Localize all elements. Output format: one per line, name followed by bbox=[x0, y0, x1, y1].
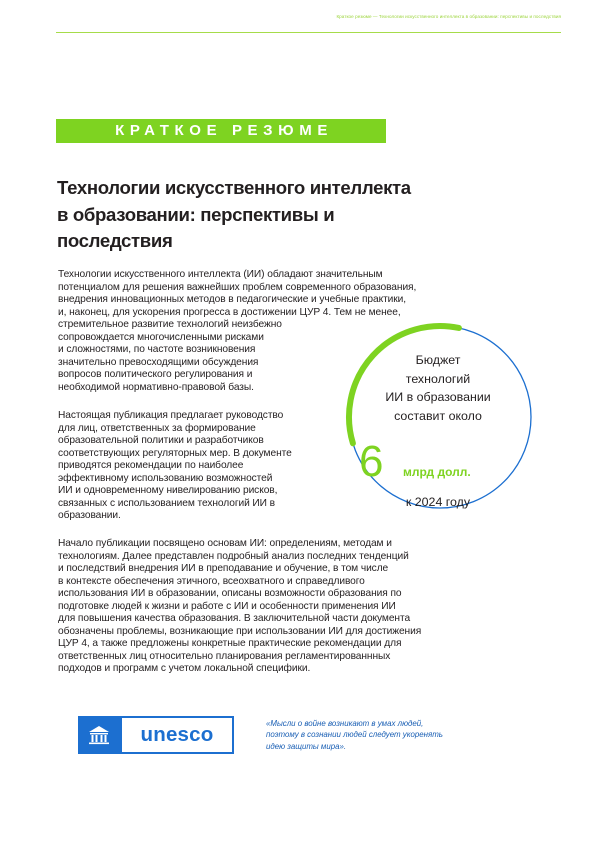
text-line: использования ИИ в образовании, описаны возможности образования по bbox=[58, 588, 402, 599]
temple-icon bbox=[78, 716, 120, 754]
text-line: технологиям. Далее представлен подробный анализ последних тенденций bbox=[58, 550, 409, 562]
title-line: последствия bbox=[57, 230, 173, 251]
callout-line: составит около bbox=[394, 408, 482, 423]
text-line: образовании. bbox=[58, 510, 121, 521]
text-line: соответствующих регуляторных мер. В документе bbox=[58, 447, 292, 459]
text-line: приводятся рекомендации по наиболее bbox=[58, 460, 244, 471]
text-line: вопросов политического регулирования и bbox=[58, 369, 253, 380]
text-line: Начало публикации посвящено основам ИИ: определениям, методам и bbox=[58, 538, 392, 549]
unesco-logo bbox=[78, 716, 234, 754]
callout-unit: млрд долл. bbox=[403, 465, 471, 479]
quote-line: идею защиты мира». bbox=[266, 741, 347, 751]
text-line: и, наконец, для ускорения прогресса в достижении ЦУР 4. Тем не менее, bbox=[58, 306, 401, 318]
running-head: Краткое резюме — Технологии искусственного интеллекта в образовании: перспективы и последствия bbox=[336, 14, 561, 19]
page-title bbox=[57, 175, 457, 255]
text-line: для лиц, ответственных за формирование bbox=[58, 422, 256, 434]
callout-line: ИИ в образовании bbox=[385, 390, 491, 404]
constitution-quote bbox=[266, 718, 536, 752]
text-line: внедрения инновационных методов в педагогические и учебные практики, bbox=[58, 294, 407, 305]
logo-wordmark: unesco bbox=[120, 716, 234, 754]
text-line: ответственных лиц относительно планирования регламентированнных bbox=[58, 650, 391, 662]
title-line: Технологии искусственного интеллекта bbox=[57, 177, 411, 198]
quote-line: «Мысли о войне возникают в умах людей, bbox=[266, 719, 424, 728]
text-line: и последствий внедрения ИИ в преподавание и обучение, в том числе bbox=[58, 563, 389, 574]
text-line: подготовке людей к жизни и работе с ИИ и особенности применения ИИ bbox=[58, 600, 396, 612]
text-line: образовательной политики и разработчиков bbox=[58, 435, 264, 446]
callout-line: Бюджет bbox=[415, 353, 461, 367]
text-line: стремительное развитие технологий неизбежно bbox=[58, 319, 282, 330]
text-line: подходов и программ с учетом локальной специфики. bbox=[58, 663, 311, 674]
text-line: ИИ и одновременному нивелированию рисков, bbox=[58, 485, 278, 496]
text-line: сопровождается многочисленными рисками bbox=[58, 331, 264, 343]
callout-number: 6 bbox=[359, 437, 384, 486]
callout-intro bbox=[368, 351, 508, 425]
text-line: Настоящая публикация предлагает руководство bbox=[58, 410, 284, 421]
quote-line: поэтому в сознании людей следует укоренять bbox=[266, 730, 443, 740]
text-line: связанных с использованием технологий ИИ в bbox=[58, 497, 275, 509]
text-line: обозначены проблемы, возникающие при использовании ИИ для достижения bbox=[58, 625, 422, 637]
text-line: значительно превосходящими обсуждения bbox=[58, 356, 259, 368]
callout-outro: к 2024 году bbox=[405, 495, 471, 509]
text-line: в контексте обеспечения этичного, всеохватного и справедливого bbox=[58, 575, 365, 587]
paragraph-structure bbox=[58, 538, 478, 676]
text-line: ЦУР 4, а также предложены конкретные практические рекомендации для bbox=[58, 638, 402, 649]
text-line: и сложностями, по частоте возникновения bbox=[58, 344, 256, 355]
text-line: Технологии искусственного интеллекта (ИИ) обладают значительным bbox=[58, 269, 383, 280]
text-line: для повышения качества образования. В заключительной части документа bbox=[58, 613, 411, 624]
text-line: эффективному использованию возможностей bbox=[58, 472, 273, 484]
text-line: необходимой нормативно-правовой базы. bbox=[58, 381, 254, 393]
section-banner: КРАТКОЕ РЕЗЮМЕ bbox=[56, 119, 386, 143]
header-rule bbox=[56, 32, 561, 33]
title-line: в образовании: перспективы и bbox=[57, 203, 335, 225]
callout-line: технологий bbox=[405, 371, 471, 386]
text-line: потенциалом для решения важнейших проблем современного образования, bbox=[58, 281, 417, 293]
